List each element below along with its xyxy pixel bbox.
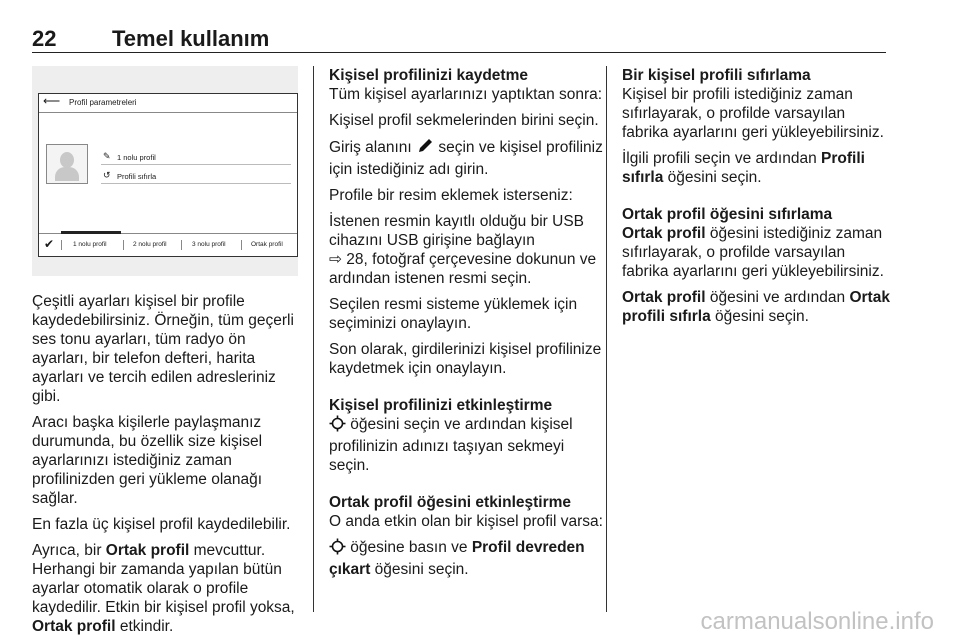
tab-common-profile: Ortak profil: [251, 241, 283, 248]
section-heading: Kişisel profilinizi etkinleştirme: [329, 397, 553, 414]
watermark: carmanualsonline.info: [700, 608, 934, 635]
paragraph: Profile bir resim eklemek isterseniz:: [329, 187, 573, 204]
avatar-placeholder: [46, 144, 88, 184]
section-heading: Bir kişisel profili sıfırlama: [622, 67, 811, 84]
active-tab-indicator: [61, 231, 121, 234]
section-heading: Ortak profil öğesini sıfırlama: [622, 206, 833, 223]
column-3: [622, 66, 892, 333]
column-divider: [313, 66, 314, 612]
reset-label: Profili sıfırla: [117, 172, 157, 181]
paragraph: öğesini seçin ve ardından kişisel profilinizin adınızı taşıyan sekmeyi seçin.: [329, 416, 573, 474]
paragraph: öğesine basın ve Profil devreden çıkart öğesini seçin.: [329, 539, 585, 578]
tab-bar: [39, 233, 297, 256]
screen-topbar: [39, 94, 297, 113]
page-title: Temel kullanım: [112, 26, 270, 51]
paragraph: Kişisel bir profili istediğiniz zaman sıfırlayarak, o profilde varsayılan fabrika ayarlarını geri yükleyebilirsiniz.: [622, 86, 884, 141]
checkmark-icon: ✔: [44, 237, 55, 251]
reset-row: [101, 169, 291, 184]
paragraph: O anda etkin olan bir kişisel profil varsa:: [329, 513, 603, 530]
profile-settings-icon: [329, 415, 346, 437]
reset-icon: ↺: [103, 170, 111, 180]
column-2: [329, 66, 604, 586]
paragraph: Giriş alanını seçin ve kişisel profiliniz için istediğiniz adı girin.: [329, 139, 603, 178]
screen-title: Profil parametreleri: [69, 98, 137, 107]
profile-screen: [38, 93, 298, 257]
section-heading: Ortak profil öğesini etkinleştirme: [329, 494, 572, 511]
column-divider: [606, 66, 607, 612]
paragraph: Seçilen resmi sisteme yüklemek için seçiminizi onaylayın.: [329, 296, 578, 332]
paragraph: Ortak profil öğesini ve ardından Ortak profili sıfırla öğesini seçin.: [622, 289, 890, 325]
edit-pencil-icon: [416, 137, 434, 160]
paragraph: Ayrıca, bir Ortak profil mevcuttur. Herhangi bir zamanda yapılan bütün ayarlar otomatik olarak o profile kaydedilir. Etkin bir kişisel profil yoksa, Ortak profil etkindir.: [32, 542, 295, 635]
paragraph: Çeşitli ayarları kişisel bir profile kaydedebilirsiniz. Örneğin, tüm geçerli ses tonu ayarları, tüm radyo ön ayarları, bir telefon defteri, harita ayarları ve tercih edilen adresleriniz gibi.: [32, 293, 294, 405]
paragraph: En fazla üç kişisel profil kaydedilebilir.: [32, 516, 291, 533]
tab-profile-1: 1 nolu profil: [73, 241, 107, 248]
pencil-icon: ✎: [103, 151, 111, 161]
section-heading: Kişisel profilinizi kaydetme: [329, 67, 528, 84]
paragraph: Aracı başka kişilerle paylaşmanız durumunda, bu özellik size kişisel ayarlarınızı istediğiniz zaman profilinizden geri yükleme olanağı sağlar.: [32, 414, 263, 507]
tab-profile-3: 3 nolu profil: [192, 241, 226, 248]
profile-name: 1 nolu profil: [117, 153, 156, 162]
paragraph: Tüm kişisel ayarlarınızı yaptıktan sonra:: [329, 86, 603, 103]
paragraph: İstenen resmin kayıtlı olduğu bir USB cihazını USB girişine bağlayın ⇨ 28, fotoğraf çerçevesine dokunun ve ardından istenen resmi seçin.: [329, 213, 597, 287]
profile-name-row: [101, 150, 291, 165]
paragraph: Ortak profil öğesini istediğiniz zaman sıfırlayarak, o profilde varsayılan fabrika ayarlarını geri yükleyebilirsiniz.: [622, 225, 884, 280]
back-arrow-icon: ⟵: [43, 94, 61, 108]
profile-settings-icon: [329, 538, 346, 560]
page-header: [32, 26, 886, 53]
tab-profile-2: 2 nolu profil: [133, 241, 167, 248]
column-1: [32, 292, 302, 643]
paragraph: İlgili profili seçin ve ardından Profili sıfırla öğesini seçin.: [622, 150, 865, 186]
paragraph: Son olarak, girdilerinizi kişisel profilinize kaydetmek için onaylayın.: [329, 341, 602, 377]
paragraph: Kişisel profil sekmelerinden birini seçin.: [329, 112, 599, 129]
page-number: 22: [32, 26, 57, 51]
